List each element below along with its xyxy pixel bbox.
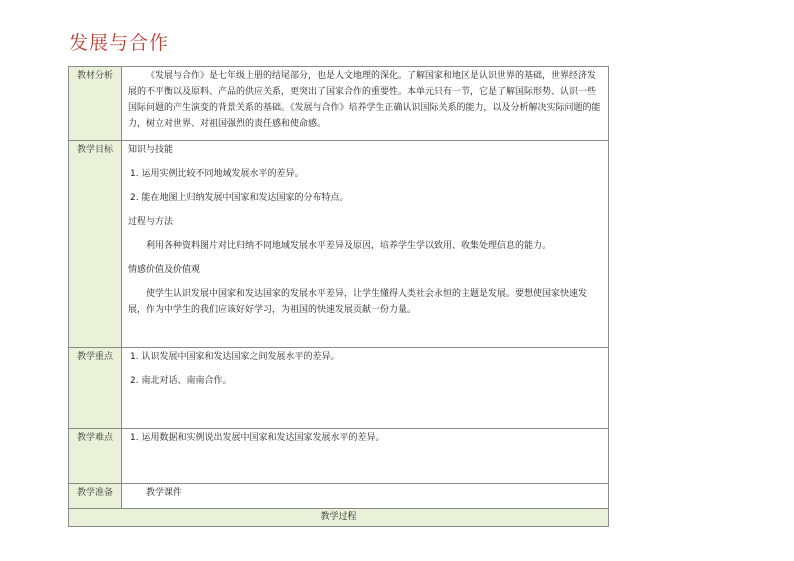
page-title: 发展与合作 [69, 32, 170, 54]
material-analysis-text: 《发展与合作》是七年级上册的结尾部分，也是人文地理的深化。了解国家和地区是认识世界的基础，世界经济发展的不平衡以及原料、产品的供应关系，更突出了国家合作的重要性。本单元只有一节，它是了解国际形势、认识一些国际问题的产生演变的背景关系的基础。《发展与合作》培养学生正确认识国际关系的能力，以及分析解决实际问题的能力，树立对世界、对祖国强烈的责任感和使命感。 [128, 71, 601, 129]
preparation-cell [122, 484, 609, 509]
label-key-points: 教学重点 [69, 348, 122, 429]
label-preparation: 教学准备 [69, 484, 122, 509]
material-analysis-cell [122, 67, 609, 141]
preparation-text: 教学课件 [146, 488, 183, 498]
key-point-1: 1. 认识发展中国家和发达国家之间发展水平的差异。 [130, 352, 340, 362]
label-difficult-points: 教学难点 [69, 429, 122, 484]
goal-values-text: 使学生认识发展中国家和发达国家的发展水平差异，让学生懂得人类社会永恒的主题是发展。要想使国家快速发展，作为中学生的我们应该好好学习，为祖国的快速发展贡献一份力量。 [128, 289, 588, 315]
lesson-plan-table [68, 66, 609, 527]
goal-item-2: 2. 能在地图上归纳发展中国家和发达国家的分布特点。 [130, 193, 349, 203]
goal-heading-values: 情感价值及价值观 [128, 265, 201, 275]
goal-heading-process: 过程与方法 [128, 217, 174, 227]
row-difficult-points [69, 429, 609, 484]
goal-item-1: 1. 运用实例比较不同地域发展水平的差异。 [130, 169, 304, 179]
row-teaching-goals [69, 141, 609, 348]
row-material-analysis [69, 67, 609, 141]
goal-heading-knowledge: 知识与技能 [128, 145, 174, 155]
key-point-2: 2. 南北对话、南南合作。 [130, 376, 232, 386]
key-points-cell [122, 348, 609, 429]
row-teaching-process [69, 509, 609, 527]
teaching-goals-cell [122, 141, 609, 348]
goal-process-text: 利用各种资料图片对比归纳不同地域发展水平差异及原因，培养学生学以致用、收集处理信息的能力。 [146, 241, 552, 251]
difficult-point-1: 1. 运用数据和实例说出发展中国家和发达国家发展水平的差异。 [130, 433, 385, 443]
row-preparation [69, 484, 609, 509]
label-teaching-process: 教学过程 [69, 509, 609, 527]
row-key-points [69, 348, 609, 429]
label-teaching-goals: 教学目标 [69, 141, 122, 348]
label-material-analysis: 教材分析 [69, 67, 122, 141]
difficult-points-cell [122, 429, 609, 484]
